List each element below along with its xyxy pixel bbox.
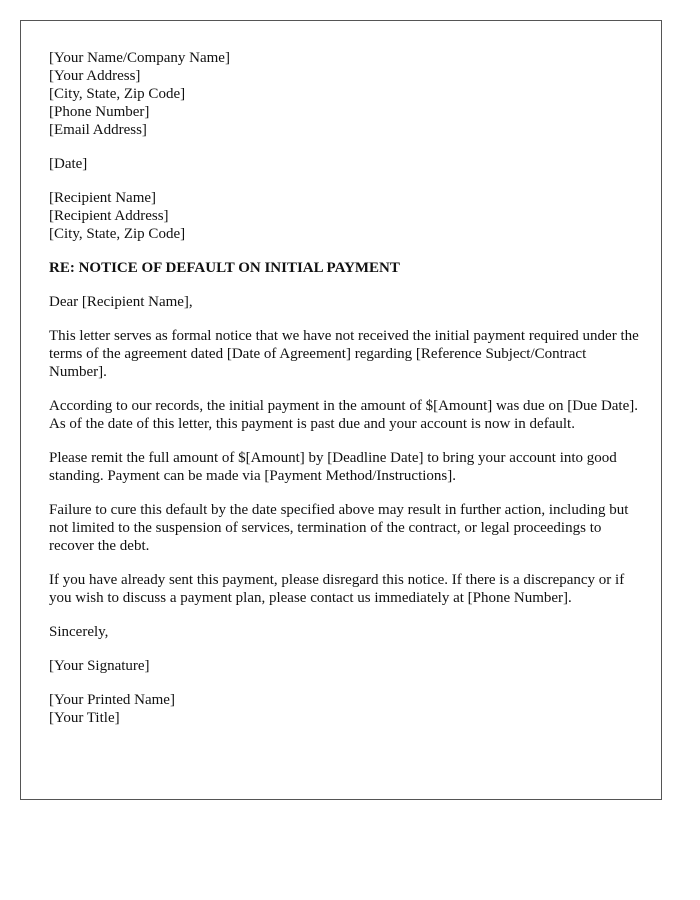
- signer-block: [49, 691, 639, 727]
- signature: [Your Signature]: [49, 658, 150, 674]
- signer-title: [Your Title]: [49, 710, 120, 726]
- recipient-address: [Recipient Address]: [49, 208, 169, 224]
- recipient-name: [Recipient Name]: [49, 190, 157, 206]
- recipient-block: [49, 189, 639, 243]
- closing: Sincerely,: [49, 624, 109, 640]
- salutation: Dear [Recipient Name],: [49, 294, 193, 310]
- sender-city-state-zip: [City, State, Zip Code]: [49, 86, 186, 102]
- sender-block: [49, 49, 639, 139]
- letter-date: [Date]: [49, 156, 88, 172]
- recipient-city-state-zip: [City, State, Zip Code]: [49, 226, 186, 242]
- date-block: [49, 155, 639, 173]
- body-paragraph-1: This letter serves as formal notice that we have not received the initial payment required under the terms of the agreement dated [Date of Agreement] regarding [Reference Subject/Contract Number].: [49, 328, 639, 380]
- sender-email: [Email Address]: [49, 122, 147, 138]
- letter-content: [49, 49, 639, 727]
- body-paragraph-5: If you have already sent this payment, please disregard this notice. If there is a discrepancy or if you wish to discuss a payment plan, please contact us immediately at [Phone Number].: [49, 572, 625, 606]
- body-paragraph-3: Please remit the full amount of $[Amount] by [Deadline Date] to bring your account into good standing. Payment can be made via [Payment Method/Instructions].: [49, 450, 617, 484]
- body-paragraph-2: According to our records, the initial payment in the amount of $[Amount] was due on [Due Date]. As of the date of this letter, this payment is past due and your account is now in default.: [49, 398, 639, 432]
- body-paragraph-4: Failure to cure this default by the date specified above may result in further action, including but not limited to the suspension of services, termination of the contract, or legal proceedings to recover the debt.: [49, 502, 629, 554]
- sender-name: [Your Name/Company Name]: [49, 50, 230, 66]
- letter-page: [20, 20, 662, 800]
- printed-name: [Your Printed Name]: [49, 692, 175, 708]
- sender-phone: [Phone Number]: [49, 104, 150, 120]
- subject-line: RE: NOTICE OF DEFAULT ON INITIAL PAYMENT: [49, 260, 400, 276]
- sender-address: [Your Address]: [49, 68, 141, 84]
